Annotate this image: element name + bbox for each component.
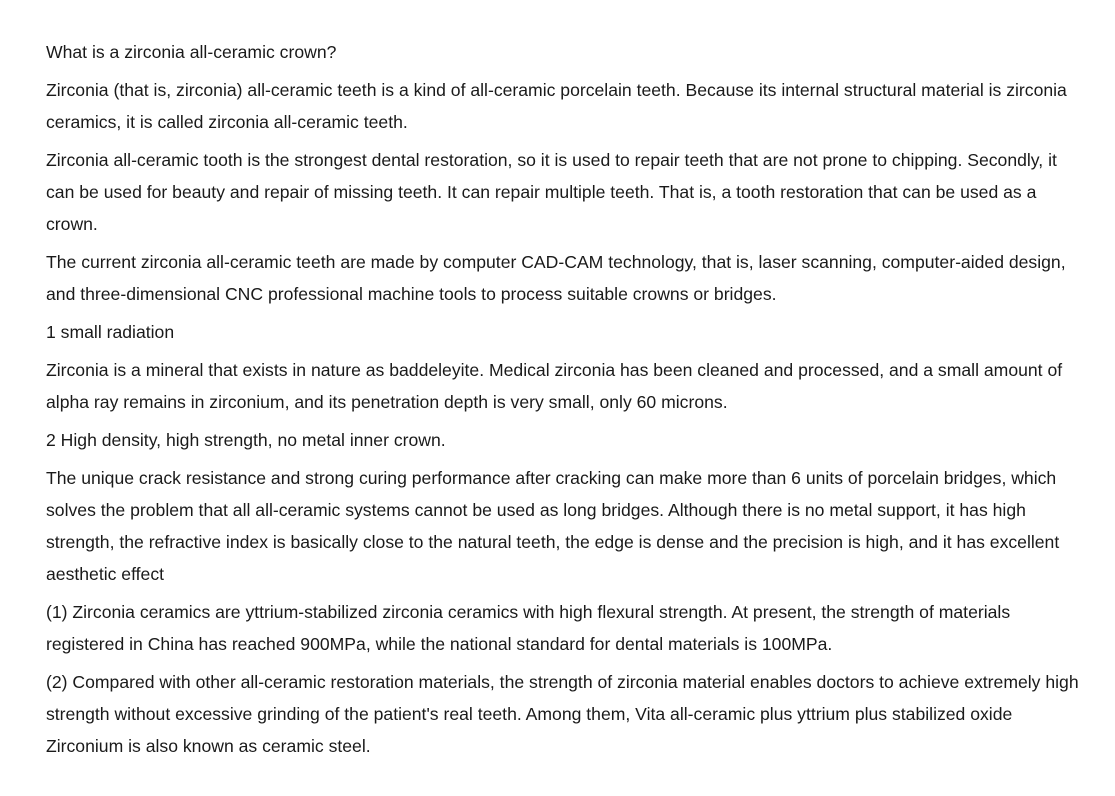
paragraph-definition: Zirconia (that is, zirconia) all-ceramic teeth is a kind of all-ceramic porcelain teeth. Because its internal structural material is zirconia ceramics, it is called zirconia all-ceramic teeth. xyxy=(46,80,1067,132)
section-heading-radiation: 1 small radiation xyxy=(46,322,175,342)
paragraph-crack-resistance: The unique crack resistance and strong curing performance after cracking can make more than 6 units of porcelain bridges, which solves the problem that all all-ceramic systems cannot be used as long bridges. Although there is no metal support, it has high strength, the refractive index is basically close to the natural teeth, the edge is dense and the precision is high, and it has excellent aesthetic effect xyxy=(46,468,1060,584)
paragraph-radiation: Zirconia is a mineral that exists in nature as baddeleyite. Medical zirconia has been cleaned and processed, and a small amount of alpha ray remains in zirconium, and its penetration depth is very small, only 60 microns. xyxy=(46,360,1063,412)
article-body xyxy=(46,36,1086,768)
paragraph-flexural-strength: (1) Zirconia ceramics are yttrium-stabilized zirconia ceramics with high flexural strength. At present, the strength of materials registered in China has reached 900MPa, while the national standard for dental materials is 100MPa. xyxy=(46,602,1011,654)
section-heading-density: 2 High density, high strength, no metal inner crown. xyxy=(46,430,446,450)
paragraph-manufacturing: The current zirconia all-ceramic teeth are made by computer CAD-CAM technology, that is, laser scanning, computer-aided design, and three-dimensional CNC professional machine tools to process suitable crowns or bridges. xyxy=(46,252,1066,304)
article-heading: What is a zirconia all-ceramic crown? xyxy=(46,42,337,62)
paragraph-comparison: (2) Compared with other all-ceramic restoration materials, the strength of zirconia material enables doctors to achieve extremely high strength without excessive grinding of the patient's real teeth. Among them, Vita all-ceramic plus yttrium plus stabilized oxide Zirconium is also known as ceramic steel. xyxy=(46,672,1079,756)
paragraph-strength: Zirconia all-ceramic tooth is the strongest dental restoration, so it is used to repair teeth that are not prone to chipping. Secondly, it can be used for beauty and repair of missing teeth. It can repair multiple teeth. That is, a tooth restoration that can be used as a crown. xyxy=(46,150,1057,234)
